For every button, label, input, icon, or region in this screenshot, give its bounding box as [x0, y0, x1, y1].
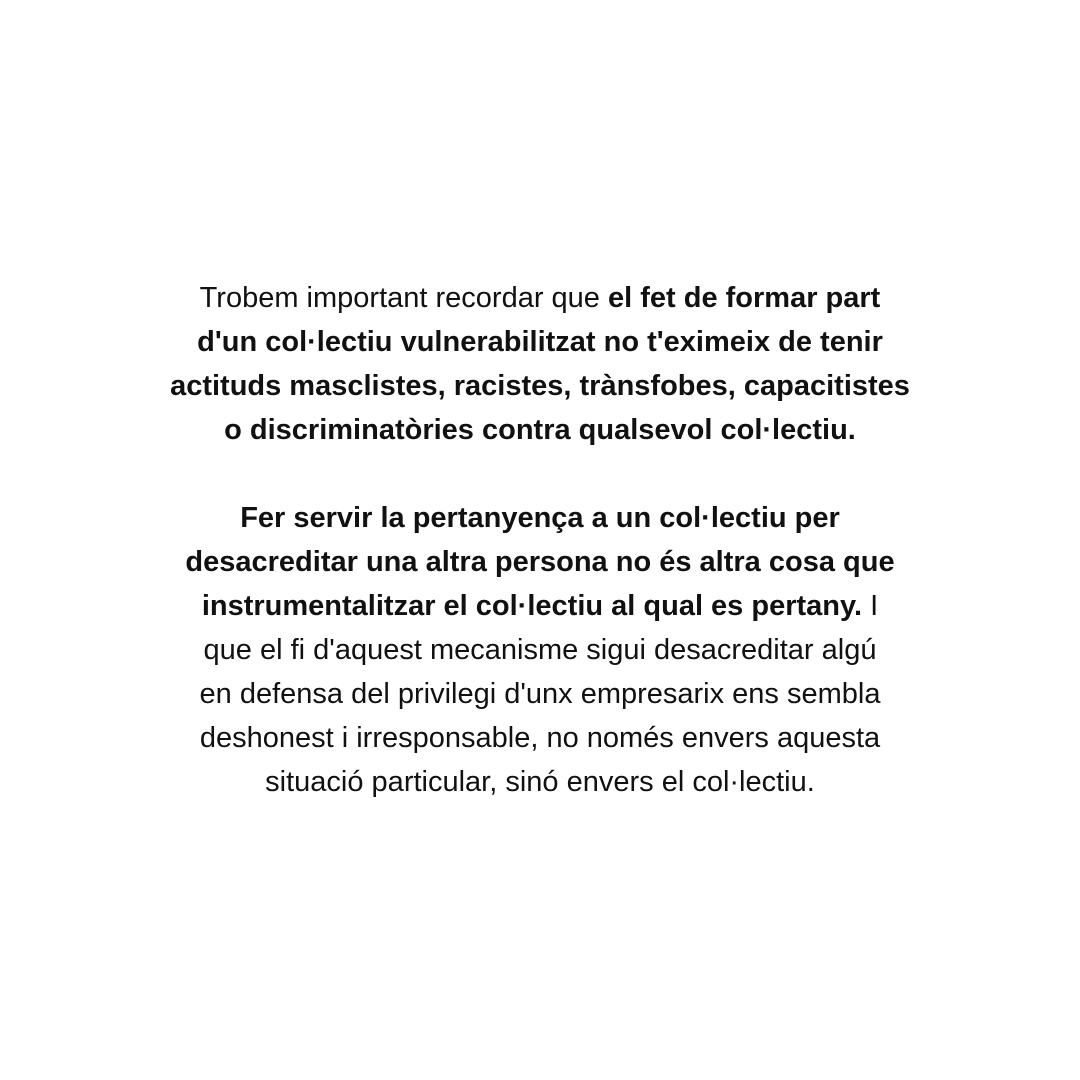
text-line — [80, 408, 1000, 452]
text-segment-regular: situació particular, sinó envers el col·lectiu. — [265, 766, 815, 798]
text-segment-bold: instrumentalitzar el col·lectiu al qual es pertany. — [201, 590, 863, 622]
text-segment-regular: en defensa del privilegi d'unx empresarix ens sembla — [199, 678, 881, 710]
text-segment-bold: Fer servir la pertanyença a un col·lectiu per — [240, 502, 840, 534]
text-line — [80, 364, 1000, 408]
paragraph-1 — [80, 276, 1000, 452]
text-segment-regular: deshonest i irresponsable, no només envers aquesta — [199, 722, 881, 754]
paragraph-2 — [80, 496, 1000, 804]
text-line — [80, 628, 1000, 672]
text-line — [80, 760, 1000, 804]
text-line — [80, 496, 1000, 540]
text-segment-regular: que el fi d'aquest mecanisme sigui desacreditar algú — [203, 634, 877, 666]
text-segment-regular: I — [862, 590, 879, 622]
text-line — [80, 540, 1000, 584]
text-segment-bold: d'un col·lectiu vulnerabilitzat no t'eximeix de tenir — [197, 326, 883, 358]
text-line — [80, 320, 1000, 364]
text-line — [80, 584, 1000, 628]
text-segment-regular: Trobem important recordar que — [199, 282, 608, 314]
text-line — [80, 672, 1000, 716]
text-segment-bold: el fet de formar part — [607, 282, 881, 314]
text-segment-bold: desacreditar una altra persona no és altra cosa que — [185, 546, 895, 578]
text-segment-bold: actituds masclistes, racistes, trànsfobes, capacitistes — [170, 370, 910, 402]
statement-text — [80, 276, 1000, 804]
text-line — [80, 716, 1000, 760]
text-segment-bold: o discriminatòries contra qualsevol col·lectiu. — [224, 414, 856, 446]
text-line — [80, 276, 1000, 320]
